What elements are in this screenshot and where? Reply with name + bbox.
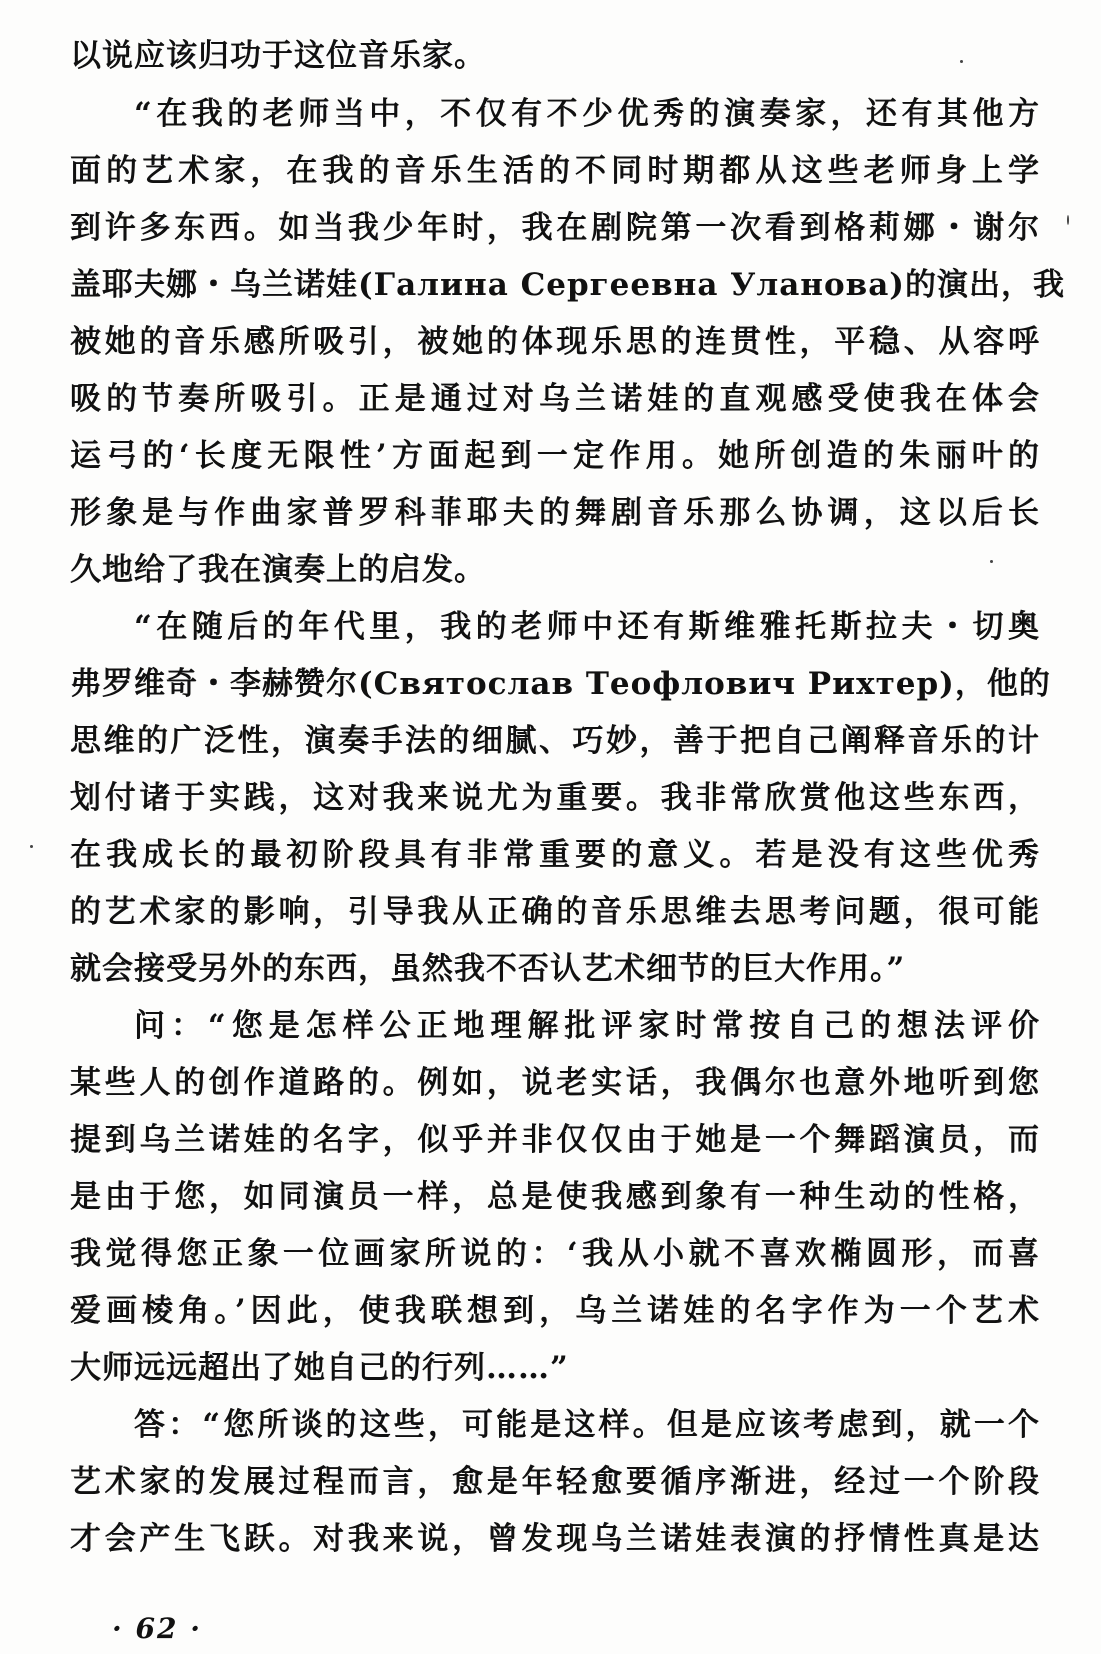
text-line: 艺术家的发展过程而言，愈是年轻愈要循序渐进，经过一个阶段	[70, 1464, 1040, 1500]
text-line: 的艺术家的影响，引导我从正确的音乐思维去思考问题，很可能	[70, 894, 1040, 930]
scan-speck	[30, 845, 33, 848]
text-line: 某些人的创作道路的。例如，说老实话，我偶尔也意外地听到您	[70, 1065, 1040, 1101]
scan-speck	[990, 560, 993, 563]
scan-speck	[1067, 215, 1069, 225]
text-line: 思维的广泛性，演奏手法的细腻、巧妙，善于把自己阐释音乐的计	[70, 723, 1040, 759]
text-line: “在我的老师当中，不仅有不少优秀的演奏家，还有其他方	[134, 96, 1040, 132]
text-line: 形象是与作曲家普罗科菲耶夫的舞剧音乐那么协调，这以后长	[70, 495, 1040, 531]
text-line: 到许多东西。如当我少年时，我在剧院第一次看到格莉娜・谢尔	[70, 210, 1040, 246]
text-line: 我觉得您正象一位画家所说的：‘我从小就不喜欢椭圆形，而喜	[70, 1236, 1040, 1272]
text-line: 久地给了我在演奏上的启发。	[70, 552, 486, 588]
text-line: 大师远远超出了她自己的行列……”	[70, 1350, 569, 1386]
text-line: 才会产生飞跃。对我来说，曾发现乌兰诺娃表演的抒情性真是达	[70, 1521, 1040, 1557]
scan-speck	[960, 60, 963, 63]
page-number: · 62 ·	[112, 1612, 202, 1645]
text-line: 爱画棱角。’因此，使我联想到，乌兰诺娃的名字作为一个艺术	[70, 1293, 1040, 1329]
text-line: 是由于您，如同演员一样，总是使我感到象有一种生动的性格，	[70, 1179, 1040, 1215]
text-line: 吸的节奏所吸引。正是通过对乌兰诺娃的直观感受使我在体会	[70, 381, 1040, 417]
text-line: 提到乌兰诺娃的名字，似乎并非仅仅由于她是一个舞蹈演员，而	[70, 1122, 1040, 1158]
text-line: 以说应该归功于这位音乐家。	[70, 38, 486, 74]
text-line: 问：“您是怎样公正地理解批评家时常按自己的想法评价	[134, 1008, 1040, 1044]
text-line: 盖耶夫娜・乌兰诺娃(Галина Сергеевна Уланова)的演出，我	[70, 267, 1065, 303]
text-line: 运弓的‘长度无限性’方面起到一定作用。她所创造的朱丽叶的	[70, 438, 1040, 474]
text-line: 被她的音乐感所吸引，被她的体现乐思的连贯性，平稳、从容呼	[70, 324, 1040, 360]
text-line: 在我成长的最初阶段具有非常重要的意义。若是没有这些优秀	[70, 837, 1040, 873]
text-line: “在随后的年代里，我的老师中还有斯维雅托斯拉夫・切奥	[134, 609, 1040, 645]
text-line: 划付诸于实践，这对我来说尤为重要。我非常欣赏他这些东西，	[70, 780, 1040, 816]
text-line: 就会接受另外的东西，虽然我不否认艺术细节的巨大作用。”	[70, 951, 906, 987]
text-line: 面的艺术家，在我的音乐生活的不同时期都从这些老师身上学	[70, 153, 1040, 189]
text-line: 答：“您所谈的这些，可能是这样。但是应该考虑到，就一个	[134, 1407, 1040, 1443]
text-line: 弗罗维奇・李赫赞尔(Святослав Теофлович Рихтер)，他的	[70, 666, 1051, 702]
